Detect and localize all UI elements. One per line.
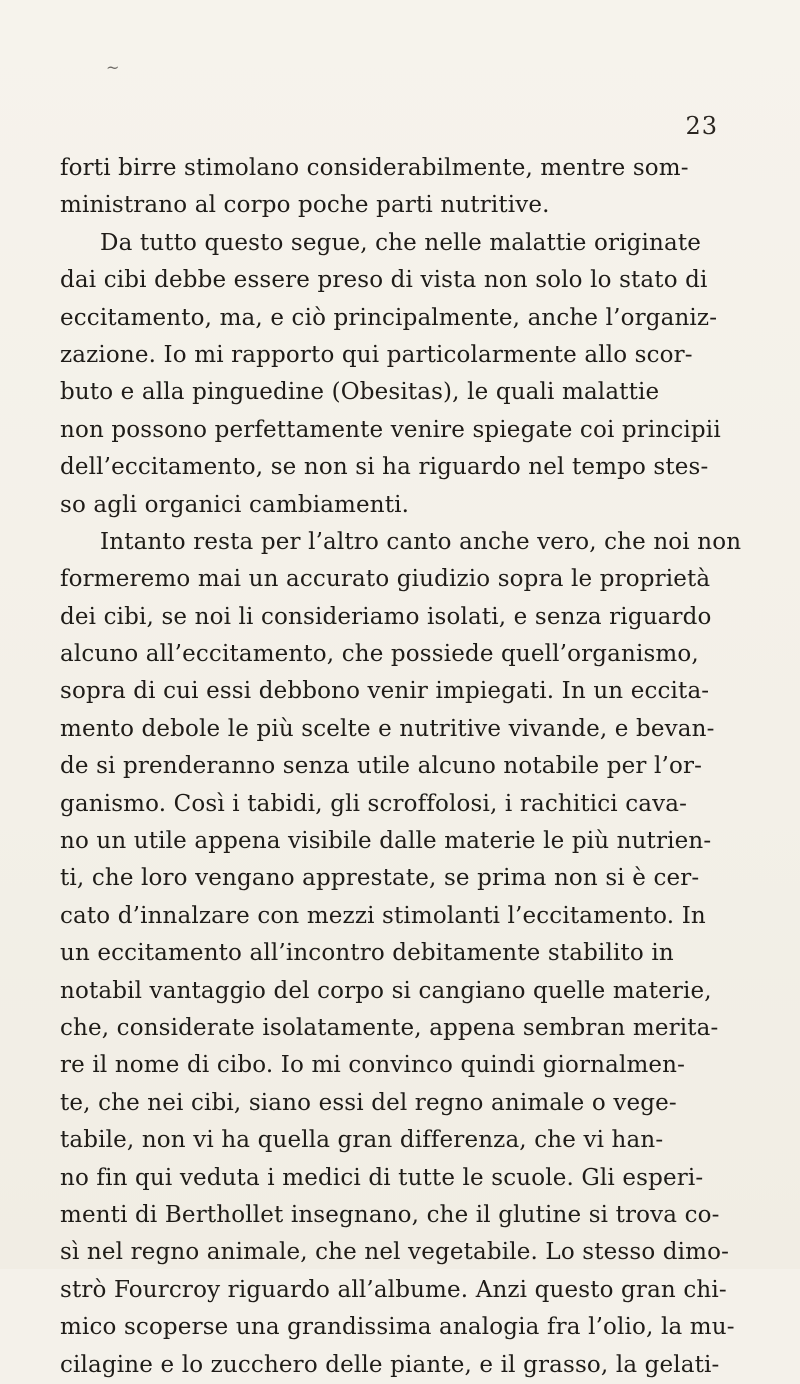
text-line-25: re il nome di cibo. Io mi convinco quindi giornalmen- — [60, 1052, 686, 1079]
text-line-7: buto e alla pinguedine (Obesitas), le quali malattie — [60, 379, 660, 406]
text-line-24: che, considerate isolatamente, appena sembran merita- — [60, 1014, 719, 1041]
text-line-26: te, che nei cibi, siano essi del regno animale o vege- — [60, 1089, 677, 1116]
text-line-18: ganismo. Così i tabidi, gli scroffolosi, i rachitici cava- — [60, 790, 688, 817]
text-line-19: no un utile appena visibile dalle materie le più nutrien- — [60, 828, 712, 855]
text-line-2: ministrano al corpo poche parti nutritive. — [60, 192, 550, 219]
text-line-16: mento debole le più scelte e nutritive vivande, e bevan- — [60, 715, 715, 742]
text-line-23: notabil vantaggio del corpo si cangiano quelle materie, — [60, 977, 712, 1004]
text-line-8: non possono perfettamente venire spiegate coi principii — [60, 416, 721, 443]
text-line-10: so agli organici cambiamenti. — [60, 491, 410, 518]
text-line-4: dai cibi debbe essere preso di vista non solo lo stato di — [60, 267, 708, 294]
stray-ink-mark: ~ — [106, 58, 120, 77]
text-line-1: forti birre stimolano considerabilmente, mentre som- — [60, 155, 689, 181]
text-line-13: dei cibi, se noi li consideriamo isolati, e senza riguardo — [60, 603, 712, 630]
text-line-33: cilagine e lo zucchero delle piante, e il grasso, la gelati- — [60, 1351, 720, 1378]
page-number: 23 — [685, 112, 718, 140]
text-line-22: un eccitamento all’incontro debitamente stabilito in — [60, 940, 674, 967]
text-line-21: cato d’innalzare con mezzi stimolanti l’eccitamento. In — [60, 902, 706, 929]
text-line-17: de si prenderanno senza utile alcuno notabile per l’or- — [60, 753, 703, 780]
text-line-29: menti di Berthollet insegnano, che il glutine si trova co- — [60, 1201, 720, 1228]
text-line-3: Da tutto questo segue, che nelle malattie originate — [100, 229, 702, 256]
text-line-5: eccitamento, ma, e ciò principalmente, anche l’organiz- — [60, 304, 718, 331]
text-line-12: formeremo mai un accurato giudizio sopra le proprietà — [60, 566, 711, 593]
text-line-31: strò Fourcroy riguardo all’albume. Anzi questo gran chi- — [60, 1276, 727, 1303]
text-line-15: sopra di cui essi debbono venir impiegati. In un eccita- — [60, 678, 710, 705]
text-line-32: mico scoperse una grandissima analogia fra l’olio, la mu- — [60, 1314, 735, 1341]
text-line-9: dell’eccitamento, se non si ha riguardo nel tempo stes- — [60, 454, 709, 481]
body-text — [60, 150, 756, 1384]
text-line-30: sì nel regno animale, che nel vegetabile. Lo stesso dimo- — [60, 1239, 730, 1266]
text-line-14: alcuno all’eccitamento, che possiede quell’organismo, — [60, 641, 699, 668]
text-line-11: Intanto resta per l’altro canto anche vero, che noi non — [100, 528, 742, 555]
text-line-28: no fin qui veduta i medici di tutte le scuole. Gli esperi- — [60, 1164, 704, 1191]
text-line-20: ti, che loro vengano apprestate, se prima non si è cer- — [60, 865, 700, 892]
text-line-27: tabile, non vi ha quella gran differenza, che vi han- — [60, 1127, 664, 1154]
text-line-6: zazione. Io mi rapporto qui particolarmente allo scor- — [60, 341, 693, 368]
